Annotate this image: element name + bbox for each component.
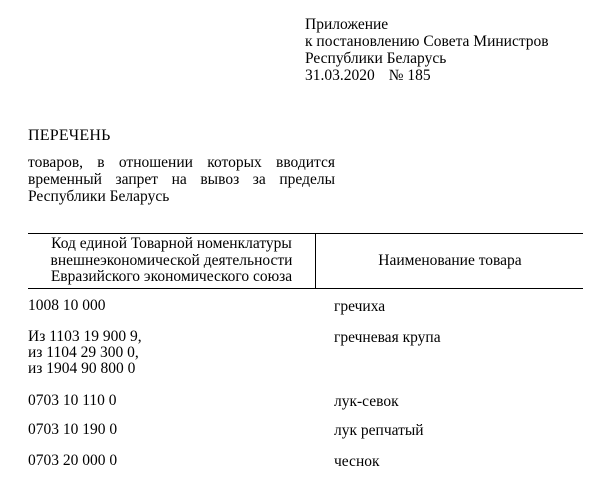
appendix-number: № 185 [388,67,431,84]
code-value: 0703 20 000 0 [28,452,118,469]
row-name: гречиха [334,298,386,315]
row-name: чеснок [334,453,380,470]
list-title: ПЕРЕЧЕНЬ [28,127,111,144]
appendix-resolution: к постановлению Совета Министров [305,33,549,50]
code-value: 1008 10 000 [28,297,106,314]
goods-table [28,233,583,470]
header-name-column: Наименование товара [378,252,522,269]
row-name: лук-севок [334,393,399,410]
subtitle-line-3: Республики Беларусь [28,188,170,205]
code-value: 0703 10 190 0 [28,421,118,438]
code-value: из 1904 90 800 0 [28,360,136,377]
header-code-line-2: внешнеэкономической деятельности [50,251,293,269]
list-subtitle [28,154,335,205]
appendix-label: Приложение [305,16,389,33]
code-value: из 1104 29 300 0, [28,344,139,361]
appendix-date-number [305,67,549,84]
header-code-line-1: Код единой Товарной номенклатуры [51,235,292,252]
row-code [28,422,288,438]
row-name: гречневая крупа [334,329,441,346]
appendix-block [305,16,549,84]
code-value: 0703 10 110 0 [28,392,117,409]
row-code [28,298,288,314]
appendix-date: 31.03.2020 [305,67,375,84]
row-code [28,329,288,377]
table-header [28,233,583,289]
row-code [28,453,288,469]
subtitle-line-1: товаров, в отношении которых вводится [28,154,335,171]
row-name: лук репчатый [334,422,424,439]
row-code [28,393,288,409]
header-code-column [28,234,316,288]
subtitle-line-2: временный запрет на вывоз за пределы [28,171,335,188]
header-code-line-3: Евразийского экономического союза [50,268,293,285]
code-value: Из 1103 19 900 9, [28,328,142,345]
appendix-country: Республики Беларусь [305,50,447,67]
